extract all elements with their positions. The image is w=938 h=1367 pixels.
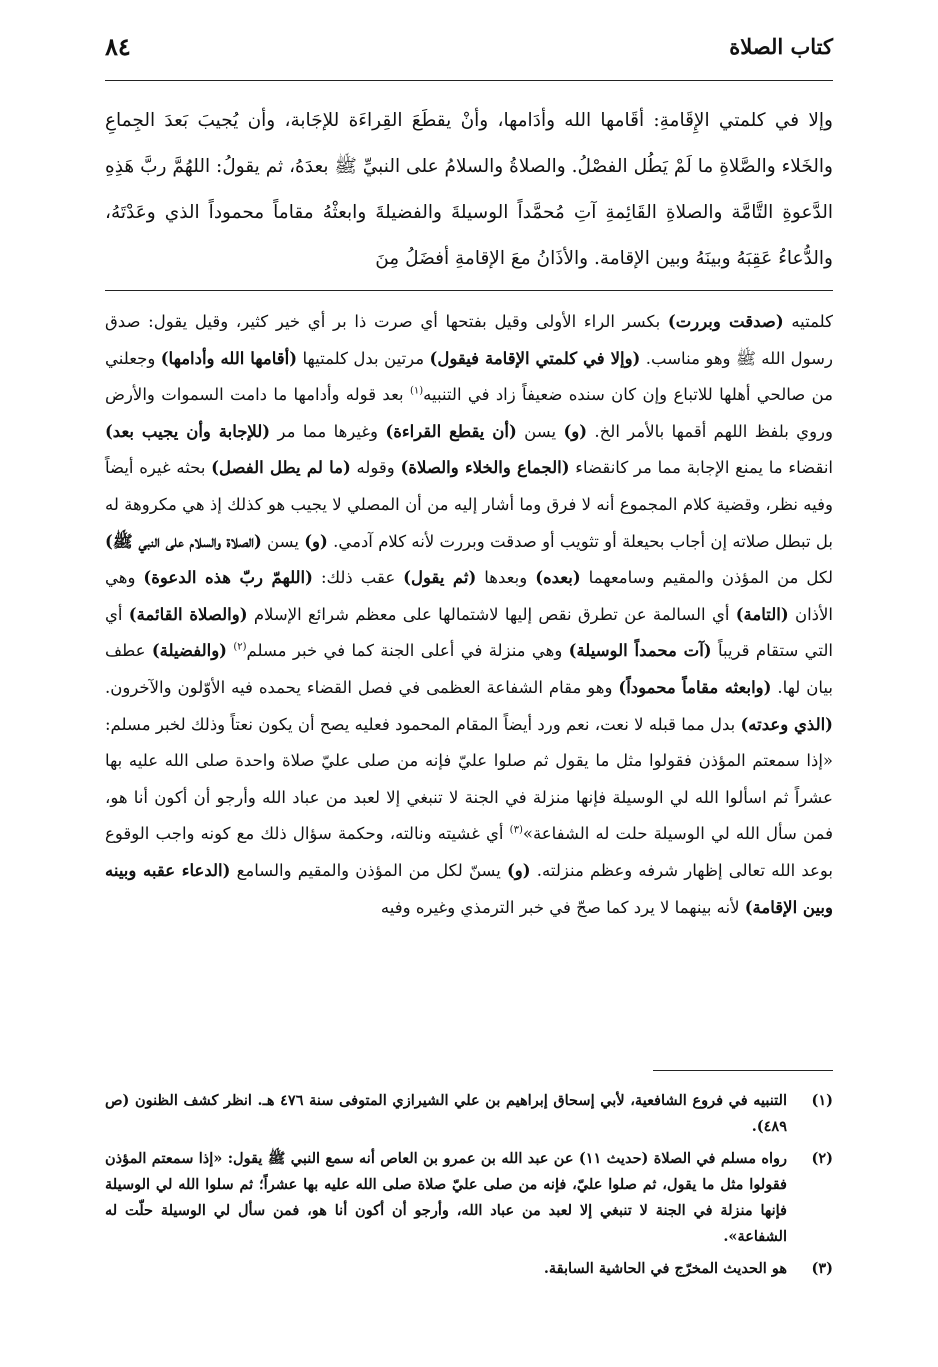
footnote-1 bbox=[105, 1088, 833, 1140]
footnote-ref: (١) bbox=[409, 385, 424, 397]
footnote-2 bbox=[105, 1146, 833, 1250]
quoted-matn: (ثم يقول) bbox=[403, 568, 477, 588]
commentary-text: يسن bbox=[516, 421, 564, 441]
commentary-text: وهو مقام الشفاعة العظمى في فصل القضاء يحمده فيه الأوّلون والآخرون. bbox=[105, 677, 619, 697]
quoted-matn: (بعده) bbox=[535, 568, 581, 588]
matn-divider bbox=[105, 290, 833, 291]
footnote-number: (١) bbox=[811, 1092, 833, 1109]
quoted-matn: (و) bbox=[304, 531, 328, 551]
quoted-matn: (و) bbox=[507, 860, 531, 880]
quoted-matn: (التامة) bbox=[735, 604, 789, 624]
footnote-3 bbox=[105, 1256, 833, 1282]
quoted-matn: (وابعثه مقاماً محموداً) bbox=[618, 677, 772, 697]
commentary-text: أي غشيته ونالته، وحكمة سؤال ذلك مع كونه واجب الوقوع بوعد الله تعالى إظهار شرفه وعظم منزلته. bbox=[105, 824, 833, 880]
commentary-text: انقضاء ما يمنع الإجابة مما مر كانقضاء bbox=[569, 458, 834, 478]
commentary-text: عقب ذلك: bbox=[312, 568, 404, 588]
commentary-text: بدل مما قبله لا نعت، نعم ورد أيضاً المقام المحمود فعليه يصح أن يكون نعتاً وذلك لخبر مسلم: «إذا سمعتم المؤذن فقولوا مثل ما يقول ثم صلوا عليّ فإنه من صلى عليّ صلاة واحدة صلى الله عليه بها عشراً ثم اسألوا الله لي الوسيلة فإنها منزلة في الجنة لا تنبغي إلا لعبد من عباد الله وأرجو أن أكون أنا هو، فمن سأل الله لي الوسيلة حلت له الشفاعة» bbox=[105, 714, 833, 844]
commentary-text: بعد قوله وأدامها ما دامت السموات والأرض وروي بلفظ اللهم أقمها بالأمر الخ. bbox=[105, 385, 833, 441]
footnote-number: (٢) bbox=[811, 1150, 833, 1167]
quoted-matn: (ما لم يطل الفصل) bbox=[211, 458, 351, 478]
page-number: ٨٤ bbox=[105, 32, 131, 61]
commentary-text: أي السالمة عن تطرق نقص إليها لاشتمالها على معظم شرائع الإسلام bbox=[247, 604, 736, 624]
commentary-text: عطف بيان لها. bbox=[105, 641, 833, 697]
quoted-matn: (صدقت وبررت) bbox=[667, 312, 784, 331]
footnote-text: رواه مسلم في الصلاة (حديث ١١) عن عبد الله بن عمرو بن العاص أنه سمع النبي ﷺ يقول: «إذا سمعتم المؤذن فقولوا مثل ما يقول، ثم صلوا عليّ، فإنه من صلى عليّ صلاة صلى الله عليه بها عشراً؛ ثم سلوا الله لي الوسيلة فإنها منزلة في الجنة لا تنبغي إلا لعبد من عباد الله، وأرجو أن أكون أنا هو، فمن سأل لي الوسيلة حلّت له الشفاعة». bbox=[105, 1150, 787, 1245]
quoted-matn: (وإلا في كلمتي الإقامة فيقول) bbox=[429, 348, 641, 368]
quoted-matn: (الصلاة والسلام على النبي ﷺ) bbox=[105, 531, 262, 551]
quoted-matn: (أقامها الله وأدامها) bbox=[160, 348, 298, 368]
commentary-text: كلمتيه bbox=[783, 312, 833, 331]
quoted-matn: (والفضيلة) bbox=[151, 641, 227, 661]
commentary-text: يسنّ لكل من المؤذن والمقيم والسامع bbox=[230, 860, 507, 880]
commentary-text: أي التي ستقام قريباً bbox=[105, 604, 833, 661]
commentary-text: مرتين بدل كلمتيها bbox=[297, 348, 430, 368]
commentary-text: بحثه غيره أيضاً وفيه نظر، وقضية كلام المجموع أنه لا فرق وما أشار إليه من أن المصلي لا يجيب هو كذلك إذ هي مكروهة له بل تبطل صلاته إن أجاب بحيعلة أو تثويب أو صدقت وبررت لأنه كلام آدمي. bbox=[105, 458, 833, 551]
commentary-text: وهي منزلة في أعلى الجنة كما في خبر مسلم bbox=[246, 641, 569, 661]
matn-text: وإلا في كلمتي الإِقَامةِ: أقَامها الله وأدَامها، وأنْ يقطَعَ القِراءَة للإجَابة، وأن يُجيبَ بَعدَ الجِماعِ والخَلاء والصَّلاةِ ما لَمْ يَطُل الفصْلُ. والصلاةُ والسلامُ على النبيِّ ﷺ بعدَهُ، ثم يقولُ: اللهُمَّ ربَّ هَذِهِ الدَّعوةِ التَّامَّة والصلاةِ القَائِمةِ آتِ مُحمَّداً الوسيلةَ والفضيلةَ وابعثْهُ مقاماً محموداً الذي وعَدْتَهُ، والدُّعاءُ عَقِبَهُ وبينَهُ وبين الإقامة. والأذَانُ معَ الإقامةِ أفضَلُ مِنَ bbox=[105, 110, 833, 269]
page-header bbox=[105, 28, 833, 68]
quoted-matn: (أن يقطع القراءة) bbox=[385, 421, 517, 441]
commentary-text: وغيرها مما مر bbox=[270, 421, 386, 441]
quoted-matn: (للإجابة وأن يجيب بعد) bbox=[105, 421, 271, 441]
footnote-number: (٣) bbox=[811, 1260, 833, 1277]
quoted-matn: (الذي وعدته) bbox=[740, 714, 833, 734]
footnote-text: التنبيه في فروع الشافعية، لأبي إسحاق إبراهيم بن علي الشيرازي المتوفى سنة ٤٧٦ هـ. انظر كشف الظنون (ص ٤٨٩). bbox=[105, 1092, 787, 1135]
quoted-matn: (والصلاة القائمة) bbox=[128, 604, 248, 624]
commentary-text: بكسر الراء الأولى وقيل بفتحها أي صرت ذا بر أي خير كثير، وقيل يقول: صدق رسول الله ﷺ وهو مناسب. bbox=[105, 312, 833, 368]
quoted-matn: (آت محمداً الوسيلة) bbox=[568, 641, 712, 661]
header-divider bbox=[105, 80, 833, 81]
footnotes bbox=[105, 1088, 833, 1288]
quoted-matn: (الجماع والخلاء والصلاة) bbox=[400, 458, 570, 478]
footnote-ref: (٣) bbox=[509, 824, 523, 836]
commentary-text: يسن bbox=[261, 531, 305, 551]
footnote-ref: (٢) bbox=[233, 641, 247, 653]
quoted-matn: (اللهمّ ربّ هذه الدعوة) bbox=[143, 568, 313, 588]
commentary-text: وجعلني من صالحي أهلها للاتباع وإن كان سنده ضعيفاً زاد في التنبيه bbox=[105, 348, 833, 405]
commentary-text: لكل من المؤذن والمقيم وسامعهما bbox=[580, 568, 833, 588]
footnote-divider bbox=[653, 1070, 833, 1071]
commentary-text: وبعدها bbox=[476, 568, 536, 588]
footnote-text: هو الحديث المخرّج في الحاشية السابقة. bbox=[543, 1260, 787, 1277]
quoted-matn: (و) bbox=[563, 421, 588, 441]
book-title: كتاب الصلاة bbox=[729, 34, 833, 59]
commentary-text: وهي الأذان bbox=[105, 568, 833, 624]
commentary-text: وقوله bbox=[350, 458, 401, 478]
sharh-commentary bbox=[105, 304, 833, 926]
commentary-text: لأنه بينهما لا يرد كما صحّ في خبر الترمذي وغيره وفيه bbox=[380, 897, 745, 917]
quoted-matn: (الدعاء عقبه وبينه وبين الإقامة) bbox=[105, 860, 833, 917]
